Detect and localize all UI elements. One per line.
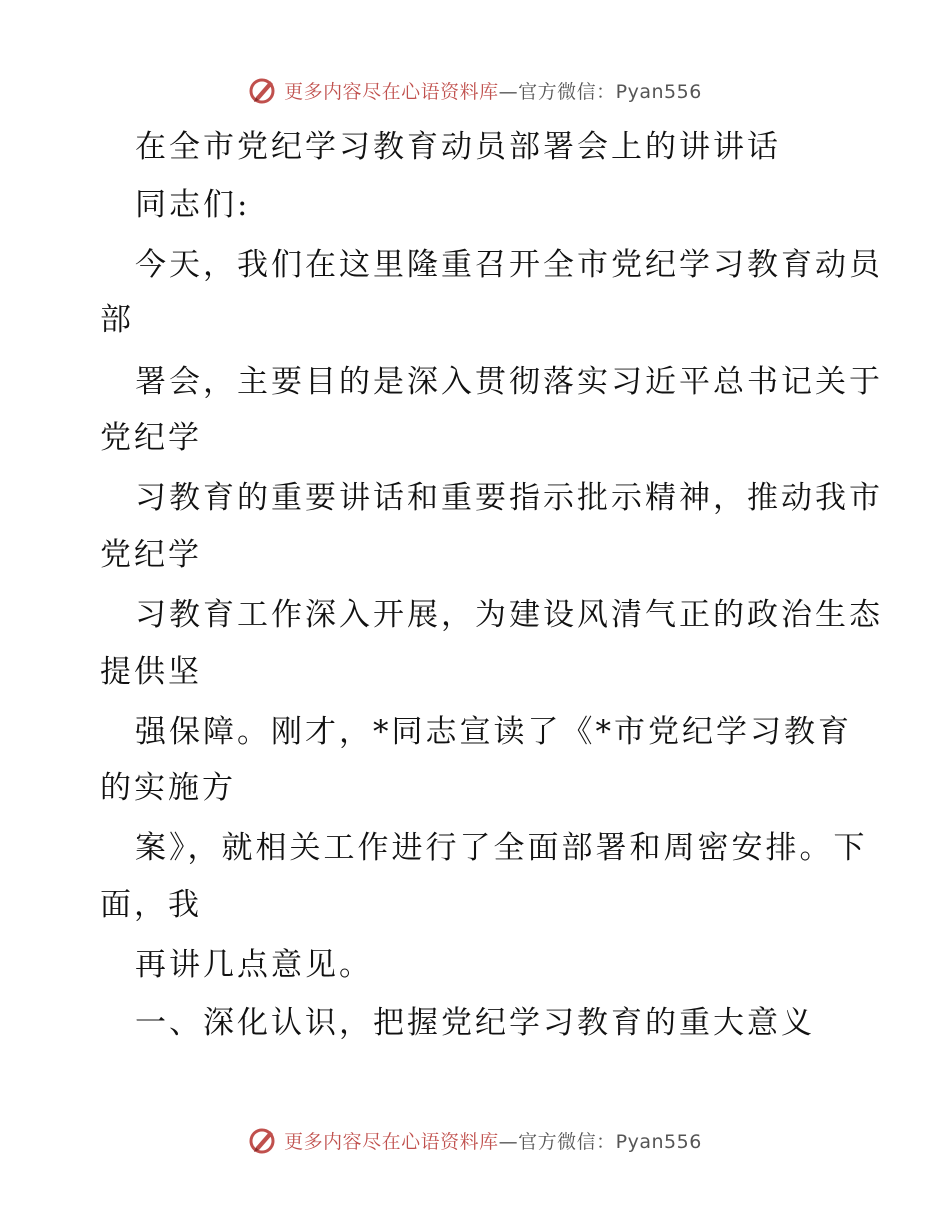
paragraph-line: 习教育工作深入开展，为建设风清气正的政治生态 [135,597,883,633]
paragraph-line: 党纪学 [100,537,202,573]
paragraph-line: 再讲几点意见。 [135,947,373,983]
pen-circle-logo-icon [248,1125,278,1155]
paragraph-line: 强保障。刚才，*同志宣读了《*市党纪学习教育 [135,714,852,750]
paragraph-line: 今天，我们在这里隆重召开全市党纪学习教育动员 [135,247,883,283]
paragraph-line: 面，我 [100,887,202,923]
header-watermark [0,70,950,110]
paragraph-line: 习教育的重要讲话和重要指示批示精神，推动我市 [135,480,883,516]
paragraph-line: 党纪学 [100,420,202,456]
watermark-dash: — [498,1130,519,1153]
paragraph-line: 署会，主要目的是深入贯彻落实习近平总书记关于 [135,364,883,400]
watermark-brand: 更多内容尽在心语资料库 [284,1130,499,1153]
paragraph-line: 案》，就相关工作进行了全面部署和周密安排。下 [135,830,868,866]
paragraph-line: 的实施方 [100,770,236,806]
paragraph-line: 部 [100,302,134,338]
section-heading: 一、深化认识，把握党纪学习教育的重大意义 [135,1005,815,1041]
watermark-dash: — [498,80,519,103]
footer-watermark [0,1120,950,1160]
watermark-text [284,77,702,104]
watermark-contact: 官方微信：Pyan556 [518,1130,702,1153]
watermark-text [284,1127,702,1154]
salutation: 同志们: [135,187,251,223]
watermark-brand: 更多内容尽在心语资料库 [284,80,499,103]
document-title: 在全市党纪学习教育动员部署会上的讲讲话 [135,129,781,165]
paragraph-line: 提供坚 [100,654,202,690]
pen-circle-logo-icon [248,75,278,105]
watermark-contact: 官方微信：Pyan556 [518,80,702,103]
